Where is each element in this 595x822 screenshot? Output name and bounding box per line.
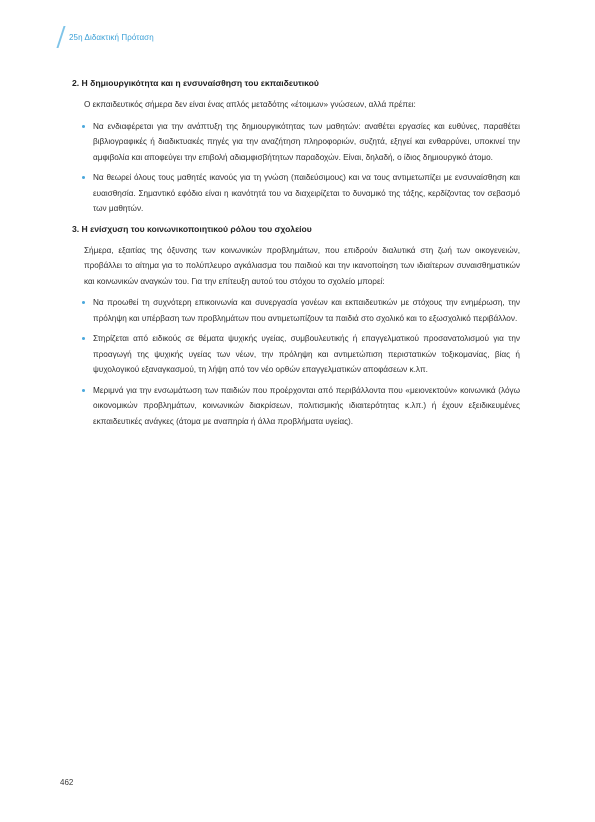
section-intro: Ο εκπαιδευτικός σήμερα δεν είναι ένας απλός μεταδότης «έτοιμων» γνώσεων, αλλά πρέπει: — [84, 100, 416, 109]
bullet-icon — [82, 301, 85, 304]
list-item — [72, 170, 520, 217]
bullet-icon — [82, 176, 85, 179]
list-item — [72, 295, 520, 326]
section-heading: 2. Η δημιουργικότητα και η ενσυναίσθηση του εκπαιδευτικού — [72, 78, 319, 88]
list-item-text: Στηρίζεται από ειδικούς σε θέματα ψυχικής υγείας, συμβουλευτικής ή επαγγελματικού προσανατολισμού για την προαγωγή της ψυχικής υγείας των νέων, την πρόληψη και αντιμετώπιση περιστατικών τοξικομανίας, βίας ή ψυχολογικού εξαναγκασμού, τη λήψη από τον νέο ορθών επαγγελματικών αποφάσεων κ.λπ. — [93, 334, 520, 374]
header-slash-mark — [56, 26, 65, 48]
list-item-text: Μεριμνά για την ενσωμάτωση των παιδιών που προέρχονται από περιβάλλοντα που «μειονεκτούν» κοινωνικά (λόγω οικονομικών προβλημάτων, κοινωνικών διακρίσεων, πολιτισμικής ιδιαιτερότητας κ.λπ.) ή έχουν εξειδικευμένες εκπαιδευτικές ανάγκες (άτομα με αναπηρία ή άλλα προβλήματα υγείας). — [93, 385, 520, 426]
section-creativity-empathy — [72, 77, 520, 217]
list-item — [72, 119, 520, 166]
bullet-icon — [82, 389, 85, 392]
section-heading: 3. Η ενίσχυση του κοινωνικοποιητικού ρόλου του σχολείου — [72, 223, 312, 234]
list-item-text: Να ενδιαφέρεται για την ανάπτυξη της δημιουργικότητας των μαθητών: αναθέτει εργασίες και ευθύνες, παραθέτει βιβλιογραφικές ή διαδικτυακές πηγές για την αναζήτηση πληροφοριών, συζητά, εξηγεί και ενθαρρύνει, υποκινεί την αμφιβολία και αποφεύγει την επιβολή αδιαμφισβήτητων παραδοχών. Είναι, δηλαδή, ο ίδιος δημιουργικό άτομο. — [93, 121, 520, 162]
bullet-list — [72, 295, 520, 429]
list-item-text: Να προωθεί τη συχνότερη επικοινωνία και συνεργασία γονέων και εκπαιδευτικών με στόχους την ενημέρωση, την πρόληψη και υπέρβαση των προβλημάτων που αντιμετωπίζουν τα παιδιά στο σχολικό και το εξωσχολικό περιβάλλον. — [93, 298, 520, 323]
list-item — [72, 383, 520, 430]
page-content — [72, 77, 520, 435]
section-school-socialization — [72, 223, 520, 430]
bullet-list — [72, 119, 520, 217]
bullet-icon — [82, 337, 85, 340]
list-item-text: Να θεωρεί όλους τους μαθητές ικανούς για τη γνώση (παιδεύσιμους) και να τους αντιμετωπίζει με ενσυναίσθηση και ευαισθησία. Σημαντικό εφόδιο είναι η ικανότητά του να διαχειρίζεται το δυναμικό της τάξης, κερδίζοντας τον σεβασμό των μαθητών. — [93, 173, 520, 213]
page-number: 462 — [60, 778, 74, 787]
bullet-icon — [82, 125, 85, 128]
section-intro: Σήμερα, εξαιτίας της όξυνσης των κοινωνικών προβλημάτων, που επιδρούν διαλυτικά στη ζωή των οικογενειών, προβάλλει το αίτημα για το πολύπλευρο αγκάλιασμα του παιδιού και την ικανοποίηση των ιδιαίτερων συναισθηματικών και κοινωνικών αναγκών του. Για την επίτευξη αυτού του στόχου το σχολείο μπορεί: — [84, 245, 520, 286]
list-item — [72, 331, 520, 378]
running-header-title: 25η Διδακτική Πρόταση — [69, 33, 154, 42]
